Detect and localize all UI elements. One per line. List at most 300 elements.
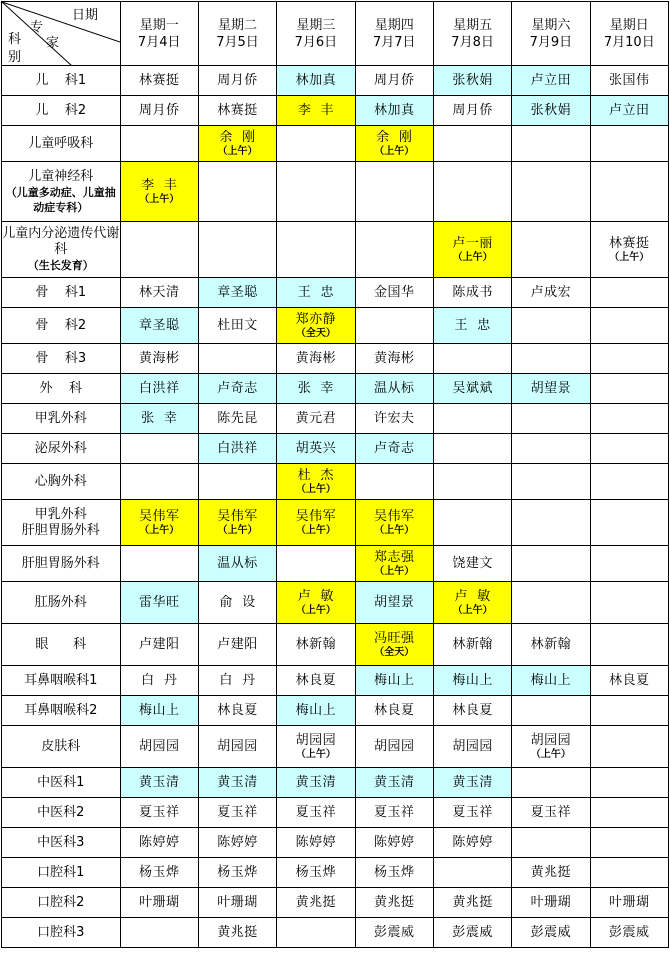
schedule-cell bbox=[120, 546, 198, 582]
schedule-cell bbox=[120, 858, 198, 888]
schedule-cell bbox=[512, 278, 590, 308]
schedule-cell bbox=[120, 768, 198, 798]
schedule-cell bbox=[590, 858, 668, 888]
schedule-cell bbox=[590, 126, 668, 162]
schedule-cell bbox=[198, 798, 276, 828]
schedule-row bbox=[2, 768, 669, 798]
day-date: 7月8日 bbox=[451, 34, 494, 50]
doctor-name: 余 刚 bbox=[219, 129, 256, 145]
schedule-cell bbox=[355, 404, 433, 434]
doctor-name: 周月侨 bbox=[373, 73, 415, 88]
schedule-cell bbox=[355, 162, 433, 222]
schedule-cell bbox=[198, 918, 276, 948]
doctor-name: 林良夏 bbox=[295, 673, 337, 688]
dept-note: （儿童多动症、儿童抽动症专科） bbox=[5, 185, 116, 214]
corner-header bbox=[2, 2, 121, 66]
dept-cell bbox=[2, 222, 121, 278]
doctor-name: 张秋娟 bbox=[452, 73, 493, 88]
schedule-cell bbox=[433, 374, 511, 404]
doctor-name: 雷华旺 bbox=[138, 595, 180, 610]
doctor-name: 林良夏 bbox=[609, 673, 650, 688]
dept-name: 耳鼻咽喉科2 bbox=[24, 702, 98, 718]
schedule-cell bbox=[433, 888, 511, 918]
schedule-row bbox=[2, 798, 669, 828]
schedule-cell bbox=[120, 222, 198, 278]
schedule-cell bbox=[590, 798, 668, 828]
doctor-name: 胡望景 bbox=[373, 595, 415, 610]
schedule-cell bbox=[277, 768, 355, 798]
doctor-name: 郑志强 bbox=[373, 549, 415, 565]
dept-cell bbox=[2, 278, 121, 308]
doctor-name: 陈成书 bbox=[452, 285, 493, 300]
schedule-cell bbox=[198, 888, 276, 918]
day-header bbox=[277, 2, 355, 66]
dept-name: 耳鼻咽喉科1 bbox=[24, 672, 98, 688]
schedule-cell bbox=[120, 696, 198, 726]
schedule-cell bbox=[590, 404, 668, 434]
dept-cell bbox=[2, 308, 121, 344]
dept-cell bbox=[2, 344, 121, 374]
schedule-cell bbox=[355, 888, 433, 918]
doctor-name: 卢 敏 bbox=[297, 588, 335, 604]
schedule-cell bbox=[512, 126, 590, 162]
schedule-row bbox=[2, 666, 669, 696]
schedule-row bbox=[2, 546, 669, 582]
schedule-row bbox=[2, 828, 669, 858]
day-date: 7月7日 bbox=[372, 34, 416, 50]
day-header bbox=[433, 2, 511, 66]
doctor-name: 章圣聪 bbox=[138, 318, 180, 333]
doctor-name: 夏玉祥 bbox=[452, 805, 493, 820]
doctor-name: 叶珊瑚 bbox=[530, 895, 572, 910]
day-name: 星期四 bbox=[374, 17, 414, 33]
doctor-name: 黄海彬 bbox=[373, 351, 415, 366]
schedule-cell bbox=[512, 696, 590, 726]
schedule-cell bbox=[277, 66, 355, 96]
schedule-cell bbox=[277, 278, 355, 308]
schedule-cell bbox=[512, 500, 590, 546]
schedule-cell bbox=[355, 344, 433, 374]
doctor-name: 卢成宏 bbox=[530, 285, 572, 300]
doctor-name: 黄元君 bbox=[295, 411, 337, 426]
doctor-name: 林新翰 bbox=[452, 637, 493, 652]
doctor-name: 张 幸 bbox=[297, 381, 335, 396]
schedule-cell bbox=[590, 546, 668, 582]
schedule-cell bbox=[355, 666, 433, 696]
dept-name: 儿 科2 bbox=[35, 102, 87, 118]
schedule-cell bbox=[198, 66, 276, 96]
schedule-cell bbox=[277, 434, 355, 464]
session-note: （上午） bbox=[374, 145, 415, 157]
schedule-cell bbox=[120, 308, 198, 344]
schedule-cell bbox=[355, 500, 433, 546]
doctor-name: 彭震威 bbox=[530, 925, 572, 940]
doctor-name: 黄玉清 bbox=[452, 775, 493, 790]
dept-name: 泌尿外科 bbox=[34, 440, 87, 456]
schedule-cell bbox=[590, 500, 668, 546]
schedule-cell bbox=[433, 768, 511, 798]
dept-cell bbox=[2, 546, 121, 582]
schedule-cell bbox=[198, 726, 276, 768]
doctor-name: 许宏夫 bbox=[373, 411, 415, 426]
doctor-name: 陈婷婷 bbox=[295, 835, 337, 850]
doctor-name: 胡园园 bbox=[452, 739, 493, 754]
doctor-name: 叶珊瑚 bbox=[217, 895, 258, 910]
schedule-cell bbox=[198, 828, 276, 858]
schedule-cell bbox=[512, 308, 590, 344]
schedule-cell bbox=[512, 888, 590, 918]
schedule-cell bbox=[198, 278, 276, 308]
schedule-cell bbox=[355, 768, 433, 798]
dept-cell bbox=[2, 768, 121, 798]
dept-cell bbox=[2, 162, 121, 222]
day-name: 星期三 bbox=[296, 17, 336, 33]
schedule-cell bbox=[198, 434, 276, 464]
schedule-cell bbox=[277, 464, 355, 500]
schedule-cell bbox=[198, 696, 276, 726]
schedule-cell bbox=[355, 308, 433, 344]
schedule-cell bbox=[277, 624, 355, 666]
doctor-name: 梅山上 bbox=[138, 703, 180, 718]
schedule-cell bbox=[120, 666, 198, 696]
dept-name: 中医科1 bbox=[37, 774, 85, 790]
doctor-name: 夏玉祥 bbox=[295, 805, 337, 820]
schedule-row bbox=[2, 888, 669, 918]
dept-name: 儿童内分泌遗传代谢科 bbox=[2, 226, 120, 257]
session-note: （上午） bbox=[217, 145, 258, 157]
schedule-cell bbox=[590, 828, 668, 858]
day-header bbox=[590, 2, 668, 66]
schedule-cell bbox=[590, 464, 668, 500]
dept-name: 肝胆胃肠外科 bbox=[21, 555, 100, 571]
schedule-cell bbox=[120, 404, 198, 434]
schedule-cell bbox=[590, 222, 668, 278]
dept-cell bbox=[2, 500, 121, 546]
schedule-cell bbox=[590, 768, 668, 798]
schedule-cell bbox=[277, 798, 355, 828]
schedule-cell bbox=[120, 888, 198, 918]
schedule-row bbox=[2, 624, 669, 666]
dept-name-secondary: 肝胆胃肠外科 bbox=[21, 522, 100, 538]
schedule-cell bbox=[120, 278, 198, 308]
session-note: （上午） bbox=[374, 524, 415, 536]
doctor-name: 卢一丽 bbox=[452, 235, 493, 251]
schedule-cell bbox=[277, 696, 355, 726]
schedule-cell bbox=[120, 624, 198, 666]
doctor-name: 白洪祥 bbox=[217, 441, 258, 456]
schedule-cell bbox=[433, 696, 511, 726]
session-note: （上午） bbox=[139, 193, 180, 205]
schedule-cell bbox=[277, 308, 355, 344]
doctor-name: 余 刚 bbox=[376, 129, 413, 145]
session-note: （上午） bbox=[609, 251, 650, 263]
doctor-name: 黄兆挺 bbox=[530, 865, 572, 880]
schedule-cell bbox=[277, 344, 355, 374]
doctor-name: 林良夏 bbox=[452, 703, 493, 718]
schedule-cell bbox=[433, 222, 511, 278]
schedule-cell bbox=[433, 344, 511, 374]
doctor-name: 吴斌斌 bbox=[452, 381, 493, 396]
day-date: 7月5日 bbox=[216, 34, 259, 50]
schedule-cell bbox=[590, 666, 668, 696]
doctor-name: 林良夏 bbox=[373, 703, 415, 718]
schedule-cell bbox=[512, 66, 590, 96]
dept-cell bbox=[2, 96, 121, 126]
doctor-name: 张 幸 bbox=[141, 411, 178, 426]
schedule-cell bbox=[198, 162, 276, 222]
dept-name: 甲乳外科 bbox=[34, 410, 87, 426]
doctor-name: 叶珊瑚 bbox=[138, 895, 180, 910]
schedule-cell bbox=[198, 96, 276, 126]
schedule-cell bbox=[355, 434, 433, 464]
doctor-name: 陈婷婷 bbox=[217, 835, 258, 850]
schedule-cell bbox=[355, 726, 433, 768]
schedule-cell bbox=[120, 464, 198, 500]
schedule-cell bbox=[512, 624, 590, 666]
day-date: 7月6日 bbox=[294, 34, 338, 50]
schedule-cell bbox=[120, 798, 198, 828]
doctor-name: 白 丹 bbox=[219, 673, 256, 688]
schedule-cell bbox=[512, 828, 590, 858]
session-note: （全天） bbox=[295, 327, 336, 339]
doctor-name: 林加真 bbox=[295, 73, 337, 88]
dept-name: 甲乳外科 bbox=[34, 506, 87, 522]
schedule-cell bbox=[590, 624, 668, 666]
doctor-name: 周月侨 bbox=[217, 73, 258, 88]
schedule-cell bbox=[433, 126, 511, 162]
schedule-cell bbox=[590, 66, 668, 96]
doctor-name: 陈婷婷 bbox=[373, 835, 415, 850]
schedule-cell bbox=[120, 96, 198, 126]
schedule-cell bbox=[355, 828, 433, 858]
schedule-cell bbox=[433, 726, 511, 768]
schedule-cell bbox=[590, 918, 668, 948]
schedule-cell bbox=[433, 308, 511, 344]
doctor-name: 陈婷婷 bbox=[138, 835, 180, 850]
doctor-name: 杨玉烨 bbox=[373, 865, 415, 880]
doctor-name: 林赛挺 bbox=[609, 235, 650, 251]
schedule-cell bbox=[433, 858, 511, 888]
doctor-name: 卢 敏 bbox=[454, 588, 491, 604]
doctor-name: 黄海彬 bbox=[295, 351, 337, 366]
corner-expert-label-1: 专 bbox=[30, 20, 44, 35]
schedule-cell bbox=[590, 374, 668, 404]
doctor-name: 黄玉清 bbox=[217, 775, 258, 790]
schedule-cell bbox=[433, 162, 511, 222]
doctor-name: 卢建阳 bbox=[138, 637, 180, 652]
doctor-name: 林加真 bbox=[373, 103, 415, 118]
schedule-cell bbox=[277, 828, 355, 858]
dept-name: 眼 科 bbox=[35, 636, 87, 652]
schedule-cell bbox=[512, 666, 590, 696]
schedule-cell bbox=[433, 546, 511, 582]
doctor-name: 卢立田 bbox=[530, 73, 572, 88]
schedule-cell bbox=[277, 582, 355, 624]
schedule-cell bbox=[198, 500, 276, 546]
doctor-name: 林新翰 bbox=[530, 637, 572, 652]
doctor-name: 林赛挺 bbox=[138, 73, 180, 88]
schedule-cell bbox=[277, 162, 355, 222]
schedule-cell bbox=[120, 828, 198, 858]
schedule-cell bbox=[120, 126, 198, 162]
doctor-name: 胡园园 bbox=[373, 739, 415, 754]
doctor-name: 张国伟 bbox=[609, 73, 650, 88]
corner-date-label: 日期 bbox=[72, 8, 99, 23]
dept-cell bbox=[2, 464, 121, 500]
schedule-row bbox=[2, 308, 669, 344]
session-note: （上午） bbox=[217, 524, 258, 536]
day-name: 星期二 bbox=[218, 17, 258, 33]
schedule-row bbox=[2, 162, 669, 222]
dept-name: 儿童神经科 bbox=[28, 168, 94, 184]
dept-cell bbox=[2, 624, 121, 666]
doctor-name: 白 丹 bbox=[141, 673, 178, 688]
doctor-name: 杨玉烨 bbox=[217, 865, 258, 880]
schedule-cell bbox=[277, 918, 355, 948]
doctor-name: 夏玉祥 bbox=[530, 805, 572, 820]
day-name: 星期五 bbox=[453, 17, 493, 33]
day-header bbox=[120, 2, 198, 66]
schedule-cell bbox=[355, 126, 433, 162]
doctor-name: 李 丰 bbox=[297, 103, 335, 118]
schedule-cell bbox=[277, 222, 355, 278]
dept-cell bbox=[2, 726, 121, 768]
doctor-name: 夏玉祥 bbox=[138, 805, 180, 820]
doctor-name: 王 忠 bbox=[454, 318, 491, 333]
schedule-cell bbox=[355, 858, 433, 888]
expert-schedule-table bbox=[1, 1, 669, 948]
schedule-row bbox=[2, 374, 669, 404]
session-note: （上午） bbox=[530, 748, 571, 760]
session-note: （全天） bbox=[374, 646, 415, 658]
schedule-cell bbox=[120, 582, 198, 624]
schedule-row bbox=[2, 222, 669, 278]
schedule-cell bbox=[355, 278, 433, 308]
schedule-cell bbox=[512, 404, 590, 434]
schedule-cell bbox=[120, 500, 198, 546]
doctor-name: 张秋娟 bbox=[530, 103, 572, 118]
dept-cell bbox=[2, 434, 121, 464]
schedule-cell bbox=[355, 798, 433, 828]
doctor-name: 黄兆挺 bbox=[295, 895, 337, 910]
session-note: （上午） bbox=[295, 748, 336, 760]
schedule-cell bbox=[590, 582, 668, 624]
dept-name: 儿童呼吸科 bbox=[28, 135, 94, 151]
dept-name: 骨 科1 bbox=[35, 284, 87, 300]
schedule-cell bbox=[120, 344, 198, 374]
dept-cell bbox=[2, 666, 121, 696]
schedule-cell bbox=[433, 66, 511, 96]
schedule-cell bbox=[277, 666, 355, 696]
schedule-cell bbox=[355, 66, 433, 96]
schedule-cell bbox=[590, 96, 668, 126]
schedule-cell bbox=[198, 344, 276, 374]
doctor-name: 卢建阳 bbox=[217, 637, 258, 652]
schedule-cell bbox=[590, 162, 668, 222]
schedule-cell bbox=[512, 374, 590, 404]
schedule-cell bbox=[512, 768, 590, 798]
doctor-name: 白洪祥 bbox=[138, 381, 180, 396]
schedule-cell bbox=[512, 434, 590, 464]
doctor-name: 王 忠 bbox=[297, 285, 335, 300]
schedule-cell bbox=[433, 918, 511, 948]
doctor-name: 卢奇志 bbox=[373, 441, 415, 456]
schedule-cell bbox=[355, 96, 433, 126]
schedule-row bbox=[2, 582, 669, 624]
schedule-cell bbox=[512, 464, 590, 500]
schedule-cell bbox=[433, 666, 511, 696]
session-note: （上午） bbox=[139, 524, 180, 536]
day-header bbox=[198, 2, 276, 66]
schedule-cell bbox=[590, 434, 668, 464]
schedule-cell bbox=[590, 278, 668, 308]
doctor-name: 吴伟军 bbox=[295, 508, 337, 524]
doctor-name: 陈先昆 bbox=[217, 411, 258, 426]
schedule-cell bbox=[433, 434, 511, 464]
dept-cell bbox=[2, 888, 121, 918]
doctor-name: 梅山上 bbox=[373, 673, 415, 688]
schedule-cell bbox=[512, 582, 590, 624]
schedule-cell bbox=[198, 858, 276, 888]
schedule-cell bbox=[198, 666, 276, 696]
day-name: 星期一 bbox=[139, 17, 179, 33]
schedule-cell bbox=[277, 404, 355, 434]
dept-name: 骨 科3 bbox=[35, 350, 87, 366]
session-note: （上午） bbox=[295, 604, 336, 616]
schedule-row bbox=[2, 278, 669, 308]
doctor-name: 吴伟军 bbox=[217, 508, 258, 524]
day-date: 7月9日 bbox=[529, 34, 573, 50]
doctor-name: 陈婷婷 bbox=[452, 835, 493, 850]
schedule-cell bbox=[277, 96, 355, 126]
dept-name: 口腔科2 bbox=[37, 894, 85, 910]
dept-name: 口腔科3 bbox=[37, 924, 85, 940]
schedule-cell bbox=[198, 624, 276, 666]
dept-name: 肛肠外科 bbox=[34, 594, 87, 610]
corner-dept-label-2: 别 bbox=[8, 50, 22, 65]
session-note: （上午） bbox=[374, 565, 415, 577]
doctor-name: 黄玉清 bbox=[295, 775, 337, 790]
doctor-name: 冯旺强 bbox=[373, 630, 415, 646]
header-row bbox=[2, 2, 669, 66]
dept-cell bbox=[2, 696, 121, 726]
dept-cell bbox=[2, 374, 121, 404]
schedule-cell bbox=[355, 696, 433, 726]
doctor-name: 胡园园 bbox=[217, 739, 258, 754]
doctor-name: 周月侨 bbox=[452, 103, 493, 118]
doctor-name: 杨玉烨 bbox=[295, 865, 337, 880]
doctor-name: 杜田文 bbox=[217, 318, 258, 333]
doctor-name: 杜 杰 bbox=[297, 467, 335, 483]
schedule-cell bbox=[277, 546, 355, 582]
day-date: 7月10日 bbox=[603, 34, 655, 50]
schedule-cell bbox=[433, 96, 511, 126]
schedule-cell bbox=[355, 918, 433, 948]
doctor-name: 吴伟军 bbox=[138, 508, 180, 524]
schedule-cell bbox=[355, 546, 433, 582]
schedule-row bbox=[2, 66, 669, 96]
doctor-name: 胡园园 bbox=[138, 739, 180, 754]
doctor-name: 温从标 bbox=[373, 381, 415, 396]
schedule-cell bbox=[590, 308, 668, 344]
schedule-cell bbox=[512, 96, 590, 126]
schedule-row bbox=[2, 500, 669, 546]
schedule-cell bbox=[198, 126, 276, 162]
schedule-cell bbox=[198, 404, 276, 434]
schedule-cell bbox=[277, 374, 355, 404]
doctor-name: 吴伟军 bbox=[373, 508, 415, 524]
doctor-name: 俞 设 bbox=[219, 595, 256, 610]
